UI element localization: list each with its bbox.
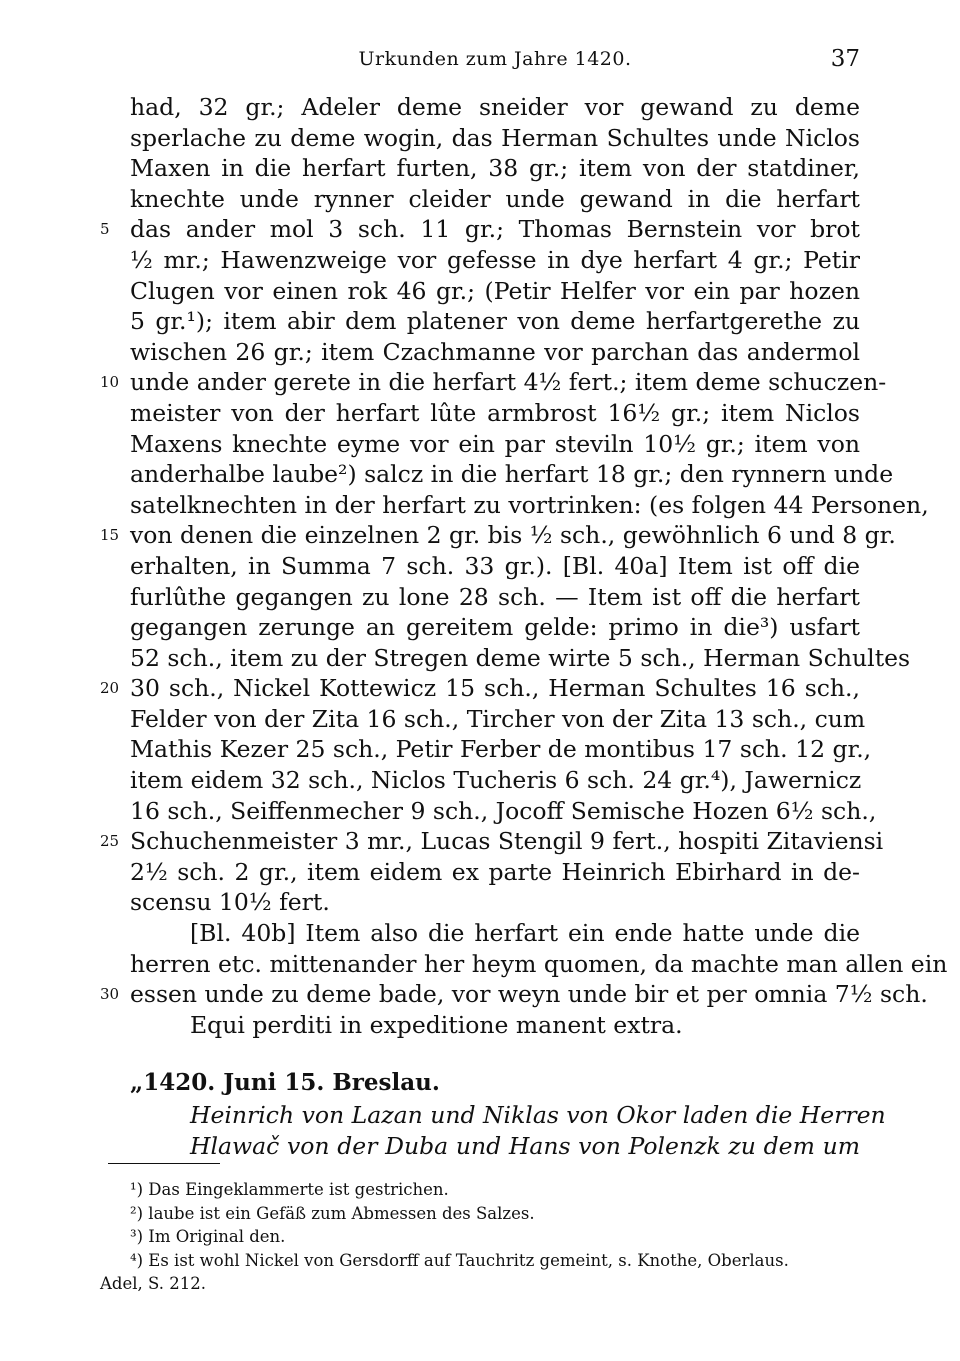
text-line: knechte unde rynner cleider unde gewand in die herfart [130,184,860,213]
line-number: 5 [100,220,110,239]
line-number: 10 [100,373,120,392]
text-line: anderhalbe laube²) salcz in die herfart 18 gr.; den rynnern unde [130,460,894,489]
regest [130,1100,886,1161]
text-line: ½ mr.; Hawenzweige vor gefesse in dye herfart 4 gr.; Petir [130,245,860,274]
text-line: Clugen vor einen rok 46 gr.; (Petir Helfer vor ein par hozen [130,276,860,305]
text-line: meister von der herfart lûte armbrost 16½ gr.; item Niclos [130,398,860,427]
text-line: gegangen zerunge an gereitem gelde: primo in die³) usfart [130,613,860,642]
page-header [130,46,860,76]
footnote: ²) laube ist ein Gefäß zum Abmessen des Salzes. [130,1203,535,1223]
text-line: furlûthe gegangen zu lone 28 sch. — Item ist off die herfart [130,582,860,611]
footnotes [100,1178,870,1296]
text-line: sperlache zu deme wogin, das Herman Schultes unde Niclos [130,123,860,152]
text-line: 5 gr.¹); item abir dem platener von deme herfartgerethe zu [130,307,860,336]
text-line: Maxens knechte eyme vor ein par steviln 10½ gr.; item von [130,429,860,458]
regest-line: Heinrich von Lazan und Niklas von Okor laden die Herren [190,1101,886,1129]
text-line: 16 sch., Seiffenmecher 9 sch., Jocoff Semische Hozen 6½ sch., [130,796,877,825]
text-line: 20 30 sch., Nickel Kottewicz 15 sch., Herman Schultes 16 sch., [100,674,860,703]
line-number: 20 [100,679,120,698]
text-line: erhalten, in Summa 7 sch. 33 gr.). [Bl. 40a] Item ist off die [130,551,860,580]
line-number: 15 [100,526,120,545]
footnote-continuation: Adel, S. 212. [100,1274,206,1293]
text-line: wischen 26 gr.; item Czachmanne vor parchan das andermol [130,337,860,366]
text-line: 25 Schuchenmeister 3 mr., Lucas Stengil 9 fert., hospiti Zitaviensi [100,827,884,856]
text-line: 30 essen unde zu deme bade, vor weyn unde bir et per omnia 7½ sch. [100,980,928,1009]
footnote: ³) Im Original den. [130,1227,286,1246]
text-line: Equi perditi in expeditione manent extra. [190,1010,683,1039]
document-heading: „1420. Juni 15. Breslau. [130,1069,440,1096]
text-line: 2½ sch. 2 gr., item eidem ex parte Heinrich Ebirhard in de- [130,857,860,886]
text-line: Felder von der Zita 16 sch., Tircher von der Zita 13 sch., cum [130,704,866,733]
document-heading-block [130,1066,886,1161]
line-number: 30 [100,985,120,1004]
body-text [100,92,948,1040]
page-number: 37 [830,46,860,72]
text-line: 15 von denen die einzelnen 2 gr. bis ½ sch., gewöhnlich 6 und 8 gr. [100,521,896,550]
text-line: satelknechten in der herfart zu vortrinken: (es folgen 44 Personen, [130,490,929,519]
footnote-rule [108,1163,220,1164]
text-line: 52 sch., item zu der Stregen deme wirte 5 sch., Herman Schultes [130,643,911,672]
running-head: Urkunden zum Jahre 1420. [358,48,632,70]
text-line: Mathis Kezer 25 sch., Petir Ferber de montibus 17 sch. 12 gr., [130,735,872,764]
regest-line: Hlawač von der Duba und Hans von Polenzk zu dem um [190,1131,860,1160]
text-line: 10 unde ander gerete in die herfart 4½ fert.; item deme schuczen- [100,368,887,397]
text-line: item eidem 32 sch., Niclos Tucheris 6 sch. 24 gr.⁴), Jawernicz [130,766,862,795]
footnote: ¹) Das Eingeklammerte ist gestrichen. [130,1180,449,1199]
text-line: scensu 10½ fert. [130,888,330,917]
text-line: had, 32 gr.; Adeler deme sneider vor gewand zu deme [130,93,860,121]
text-line: [Bl. 40b] Item also die herfart ein ende hatte unde die [190,919,860,948]
text-line: 5 das ander mol 3 sch. 11 gr.; Thomas Bernstein vor brot [100,215,860,244]
text-line: herren etc. mittenander her heym quomen, da machte man allen ein [130,949,948,978]
footnote: ⁴) Es ist wohl Nickel von Gersdorff auf Tauchritz gemeint, s. Knothe, Oberlaus. [130,1250,789,1270]
line-number: 25 [100,832,120,851]
text-line: Maxen in die herfart furten, 38 gr.; item von der statdiner, [130,154,860,183]
